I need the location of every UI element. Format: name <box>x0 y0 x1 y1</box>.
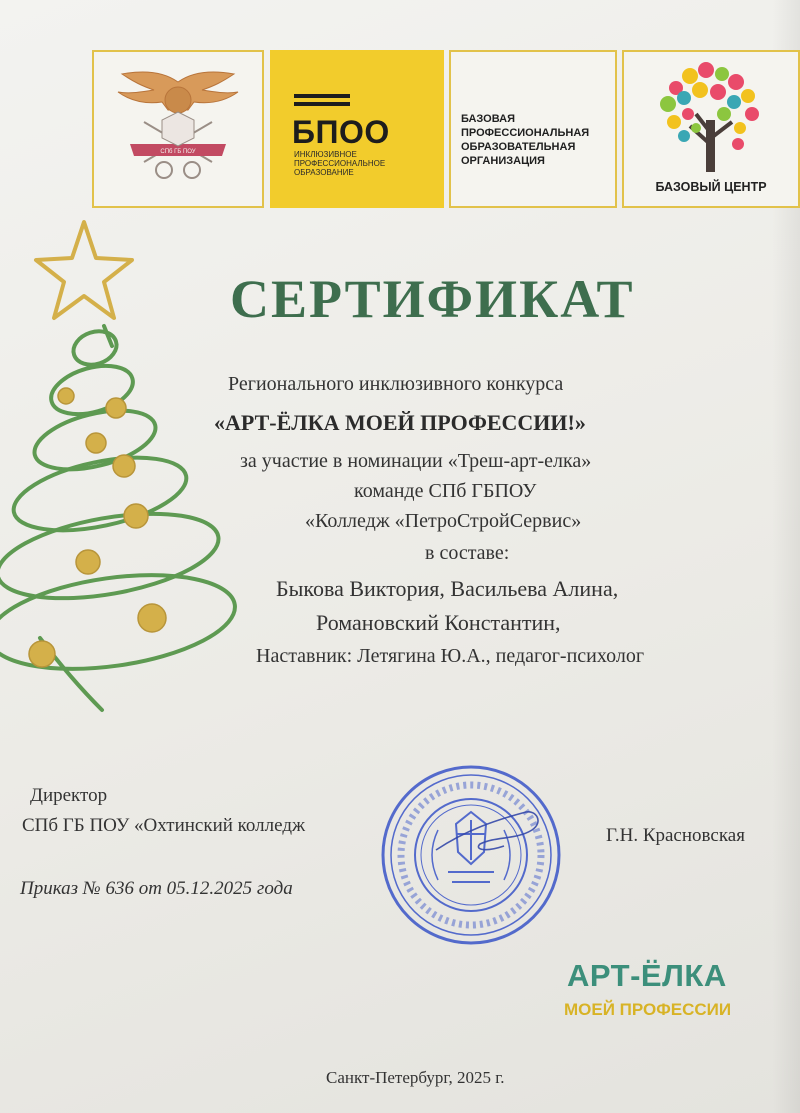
members-line-2: Романовский Константин, <box>316 610 561 635</box>
director-signature-icon <box>436 812 538 850</box>
director-role: Директор <box>30 785 108 806</box>
city-year: Санкт-Петербург, 2025 г. <box>326 1068 505 1087</box>
nomination-line: за участие в номинации «Треш-арт-елка» <box>240 450 592 472</box>
bpoo-subtitle: ИНКЛЮЗИВНОЕ ПРОФЕССИОНАЛЬНОЕ ОБРАЗОВАНИЕ <box>294 150 386 177</box>
double-eagle-emblem-icon <box>94 52 262 206</box>
college-emblem-logo <box>92 50 264 208</box>
svg-text:СПб ГБ ПОУ <box>160 149 195 155</box>
base-center-caption: БАЗОВЫЙ ЦЕНТР <box>655 180 767 194</box>
mentor-line: Наставник: Летягина Ю.А., педагог-психолог <box>256 645 645 667</box>
base-center-logo <box>622 50 800 208</box>
members-line-1: Быкова Виктория, Васильева Алина, <box>276 576 619 601</box>
emblem-ribbon-text: СПб ГБ ПОУ <box>160 149 196 155</box>
composition-line: в составе: <box>425 542 510 564</box>
bpoo-logo <box>270 50 444 208</box>
art-elka-logo-line1: АРТ-ЁЛКА <box>567 958 727 993</box>
official-stamp-icon <box>376 760 566 950</box>
director-organization: СПб ГБ ПОУ «Охтинский колледж <box>22 815 306 836</box>
director-name: Г.Н. Красновская <box>606 825 745 846</box>
bpoo-stripes-icon <box>294 94 350 110</box>
certificate-title: СЕРТИФИКАТ <box>230 269 635 329</box>
order-line: Приказ № 636 от 05.12.2025 года <box>20 878 293 899</box>
contest-name: «АРТ-ЁЛКА МОЕЙ ПРОФЕССИИ!» <box>214 410 586 435</box>
team-line: команде СПб ГБПОУ <box>354 480 537 502</box>
base-organization-logo <box>449 50 617 208</box>
art-elka-logo-line2: МОЕЙ ПРОФЕССИИ <box>564 1000 732 1019</box>
christmas-tree-icon <box>0 218 250 718</box>
college-name-line: «Колледж «ПетроСтройСервис» <box>305 510 582 532</box>
base-organization-text: БАЗОВАЯ ПРОФЕССИОНАЛЬНАЯ ОБРАЗОВАТЕЛЬНАЯ ОРГАНИЗАЦИЯ <box>461 113 590 167</box>
colorful-tree-icon <box>624 52 798 182</box>
bpoo-title: БПОО <box>292 114 390 150</box>
contest-type-line: Регионального инклюзивного конкурса <box>228 373 564 395</box>
star-icon <box>36 222 132 318</box>
